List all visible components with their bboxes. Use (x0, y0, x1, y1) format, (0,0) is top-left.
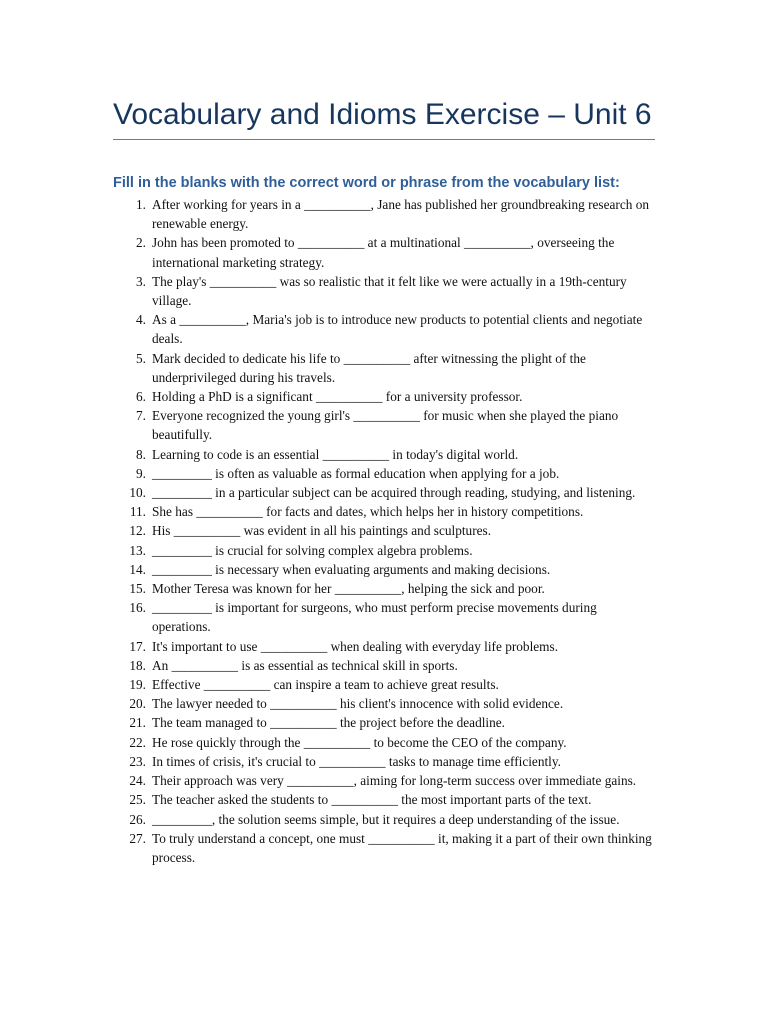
exercise-item (122, 233, 656, 271)
exercise-sentence: _________ is crucial for solving complex algebra problems. (152, 542, 473, 558)
exercise-sentence: Learning to code is an essential __________ in today's digital world. (152, 446, 519, 462)
exercise-instruction: Fill in the blanks with the correct word or phrase from the vocabulary list: (113, 175, 620, 191)
exercise-list (122, 195, 656, 867)
exercise-number: 8. (136, 446, 146, 462)
exercise-number: 1. (136, 197, 146, 212)
exercise-number: 13. (129, 542, 146, 558)
exercise-number: 10. (129, 485, 146, 501)
exercise-sentence: Mark decided to dedicate his life to __________ after witnessing the plight of the underprivileged during his travels. (152, 350, 586, 385)
exercise-item (122, 195, 656, 233)
exercise-sentence: The team managed to __________ the project before the deadline. (152, 715, 505, 731)
exercise-number: 12. (129, 523, 146, 539)
exercise-sentence: To truly understand a concept, one must __________ it, making it a part of their own thinking process. (152, 830, 652, 865)
exercise-sentence: She has __________ for facts and dates, which helps her in history competitions. (152, 504, 584, 520)
exercise-number: 9. (136, 465, 146, 481)
exercise-sentence: His __________ was evident in all his paintings and sculptures. (152, 523, 492, 539)
exercise-item (122, 560, 656, 579)
exercise-item (122, 694, 656, 713)
exercise-item (122, 445, 656, 464)
exercise-item (122, 502, 656, 521)
exercise-sentence: The teacher asked the students to __________ the most important parts of the text. (152, 792, 592, 808)
exercise-number: 6. (136, 389, 146, 405)
exercise-number: 27. (129, 830, 146, 846)
exercise-item (122, 406, 656, 444)
exercise-sentence: The lawyer needed to __________ his client's innocence with solid evidence. (152, 696, 564, 712)
document-title: Vocabulary and Idioms Exercise – Unit 6 (113, 98, 652, 131)
exercise-sentence: The play's __________ was so realistic that it felt like we were actually in a 19th-century village. (152, 273, 627, 309)
exercise-item (122, 810, 656, 829)
exercise-sentence: It's important to use __________ when dealing with everyday life problems. (152, 638, 559, 654)
exercise-sentence: _________ in a particular subject can be acquired through reading, studying, and listening. (152, 485, 636, 501)
exercise-item (122, 790, 656, 809)
exercise-number: 25. (129, 792, 146, 808)
exercise-item (122, 387, 656, 406)
exercise-item (122, 598, 656, 636)
exercise-item (122, 464, 656, 483)
exercise-number: 23. (129, 753, 146, 769)
exercise-number: 18. (129, 657, 146, 673)
exercise-number: 2. (136, 235, 146, 251)
exercise-number: 14. (129, 561, 146, 577)
exercise-sentence: _________ is necessary when evaluating arguments and making decisions. (152, 561, 551, 577)
exercise-sentence: Everyone recognized the young girl's __________ for music when she played the piano beautifully. (152, 408, 619, 443)
exercise-item (122, 310, 656, 348)
exercise-sentence: Their approach was very __________, aiming for long-term success over immediate gains. (152, 773, 637, 789)
exercise-sentence: _________, the solution seems simple, but it requires a deep understanding of the issue. (152, 811, 620, 827)
exercise-item (122, 713, 656, 732)
exercise-item (122, 541, 656, 560)
exercise-item (122, 521, 656, 540)
exercise-sentence: In times of crisis, it's crucial to __________ tasks to manage time efficiently. (152, 753, 561, 769)
exercise-sentence: As a __________, Maria's job is to introduce new products to potential clients and negotiate deals. (152, 312, 643, 347)
exercise-number: 16. (129, 600, 146, 616)
exercise-number: 26. (129, 811, 146, 827)
exercise-number: 5. (136, 350, 146, 366)
exercise-sentence: _________ is important for surgeons, who must perform precise movements during operations. (152, 600, 597, 635)
exercise-item (122, 637, 656, 656)
exercise-number: 24. (129, 773, 146, 789)
exercise-sentence: An __________ is as essential as technical skill in sports. (152, 657, 458, 673)
exercise-item (122, 656, 656, 675)
exercise-item (122, 579, 656, 598)
exercise-number: 15. (129, 581, 146, 597)
exercise-sentence: Holding a PhD is a significant __________ for a university professor. (152, 389, 523, 405)
exercise-item (122, 349, 656, 387)
exercise-item (122, 733, 656, 752)
exercise-number: 19. (129, 677, 146, 693)
exercise-item (122, 483, 656, 502)
exercise-number: 3. (136, 273, 146, 289)
exercise-item (122, 829, 656, 867)
exercise-number: 22. (129, 734, 146, 750)
exercise-sentence: _________ is often as valuable as formal education when applying for a job. (152, 465, 560, 481)
exercise-item (122, 675, 656, 694)
exercise-number: 4. (136, 312, 146, 328)
exercise-item (122, 752, 656, 771)
exercise-item (122, 771, 656, 790)
exercise-sentence: He rose quickly through the __________ to become the CEO of the company. (152, 734, 567, 750)
exercise-sentence: After working for years in a __________, Jane has published her groundbreaking research on renewable energy. (152, 197, 650, 232)
title-underline (113, 139, 655, 140)
exercise-item (122, 272, 656, 310)
exercise-number: 11. (129, 504, 146, 520)
exercise-number: 7. (136, 408, 146, 424)
exercise-number: 17. (129, 638, 146, 654)
exercise-number: 21. (129, 715, 146, 731)
exercise-sentence: Effective __________ can inspire a team to achieve great results. (152, 677, 499, 693)
exercise-sentence: John has been promoted to __________ at a multinational __________, overseeing the international marketing strategy. (152, 235, 615, 270)
exercise-number: 20. (129, 696, 146, 712)
exercise-sentence: Mother Teresa was known for her __________, helping the sick and poor. (152, 581, 545, 597)
